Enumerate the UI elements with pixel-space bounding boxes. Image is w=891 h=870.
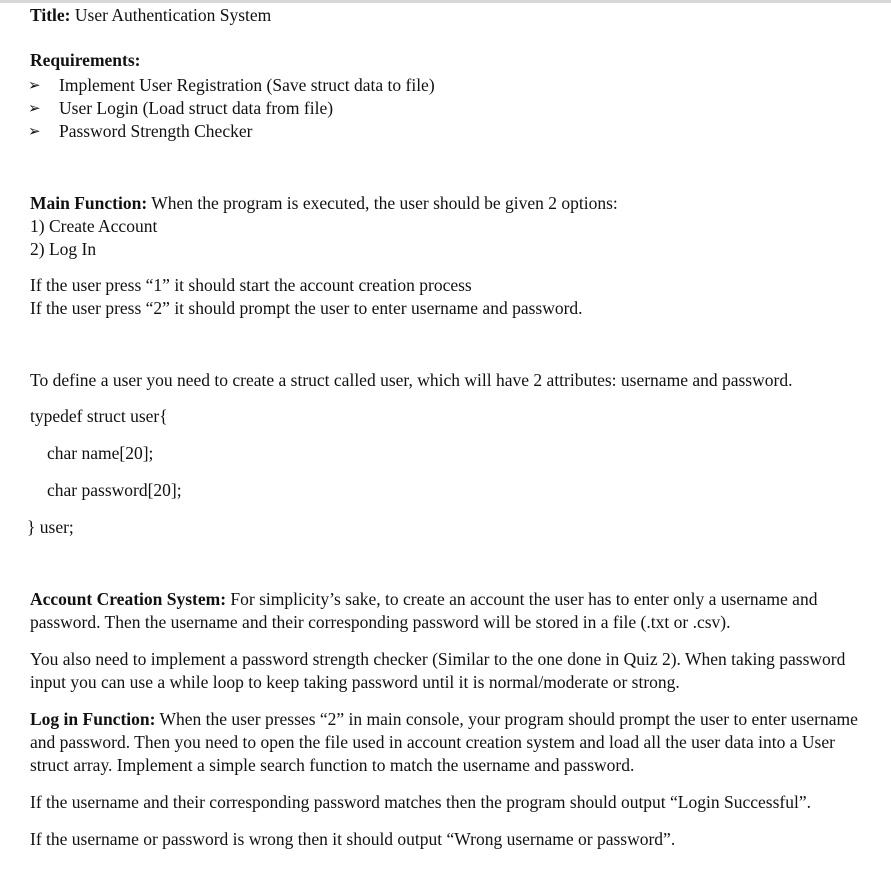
list-item: ➢ Implement User Registration (Save struct data to file): [28, 75, 435, 95]
list-item: ➢ Password Strength Checker: [28, 121, 253, 141]
arrow-bullet-icon: ➢: [28, 99, 41, 117]
code-line-password: char password[20];: [47, 480, 182, 500]
account-creation-paragraph: Account Creation System: For simplicity’s sake, to create an account the user has to enter only a username and password. Then the username and their corresponding password will be stored in a file (.txt or .csv).: [30, 589, 818, 632]
main-function-paragraph: Main Function: When the program is executed, the user should be given 2 options:: [30, 193, 618, 213]
press-2-text: If the user press “2” it should prompt the user to enter username and password.: [30, 298, 583, 318]
arrow-bullet-icon: ➢: [28, 122, 41, 140]
login-function-paragraph: Log in Function: When the user presses “2” in main console, your program should prompt the user to enter username and password. Then you need to open the file used in account creation system and load all the user data into a User struct array. Implement a simple search function to match the username and password.: [30, 709, 858, 775]
code-line-name: char name[20];: [47, 443, 154, 463]
code-line-close: } user;: [27, 517, 74, 537]
code-line-typedef: typedef struct user{: [30, 406, 168, 426]
top-border: [0, 0, 891, 3]
document-page: [27, 4, 875, 851]
login-success-text: If the username and their corresponding password matches then the program should output “Login Successful”.: [30, 792, 811, 812]
option-log-in: 2) Log In: [30, 239, 97, 259]
account-creation-label: Account Creation System:: [30, 589, 227, 609]
login-function-label: Log in Function:: [30, 709, 156, 729]
arrow-bullet-icon: ➢: [28, 76, 41, 94]
password-checker-paragraph: You also need to implement a password strength checker (Similar to the one done in Quiz 2). When taking password input you can use a while loop to keep taking password until it is normal/moderate or strong.: [30, 649, 846, 692]
option-create-account: 1) Create Account: [30, 216, 158, 236]
press-1-text: If the user press “1” it should start the account creation process: [30, 275, 472, 295]
list-item: ➢ User Login (Load struct data from file): [28, 98, 334, 118]
requirements-list: [30, 74, 875, 143]
main-function-label: Main Function:: [30, 193, 148, 213]
struct-intro: To define a user you need to create a struct called user, which will have 2 attributes: username and password.: [30, 370, 793, 390]
title-label: Title:: [30, 5, 71, 25]
title-text: User Authentication System: [74, 5, 272, 25]
login-wrong-text: If the username or password is wrong then it should output “Wrong username or password”.: [30, 829, 676, 849]
document-title: [30, 4, 875, 27]
requirements-heading: Requirements:: [30, 50, 141, 70]
